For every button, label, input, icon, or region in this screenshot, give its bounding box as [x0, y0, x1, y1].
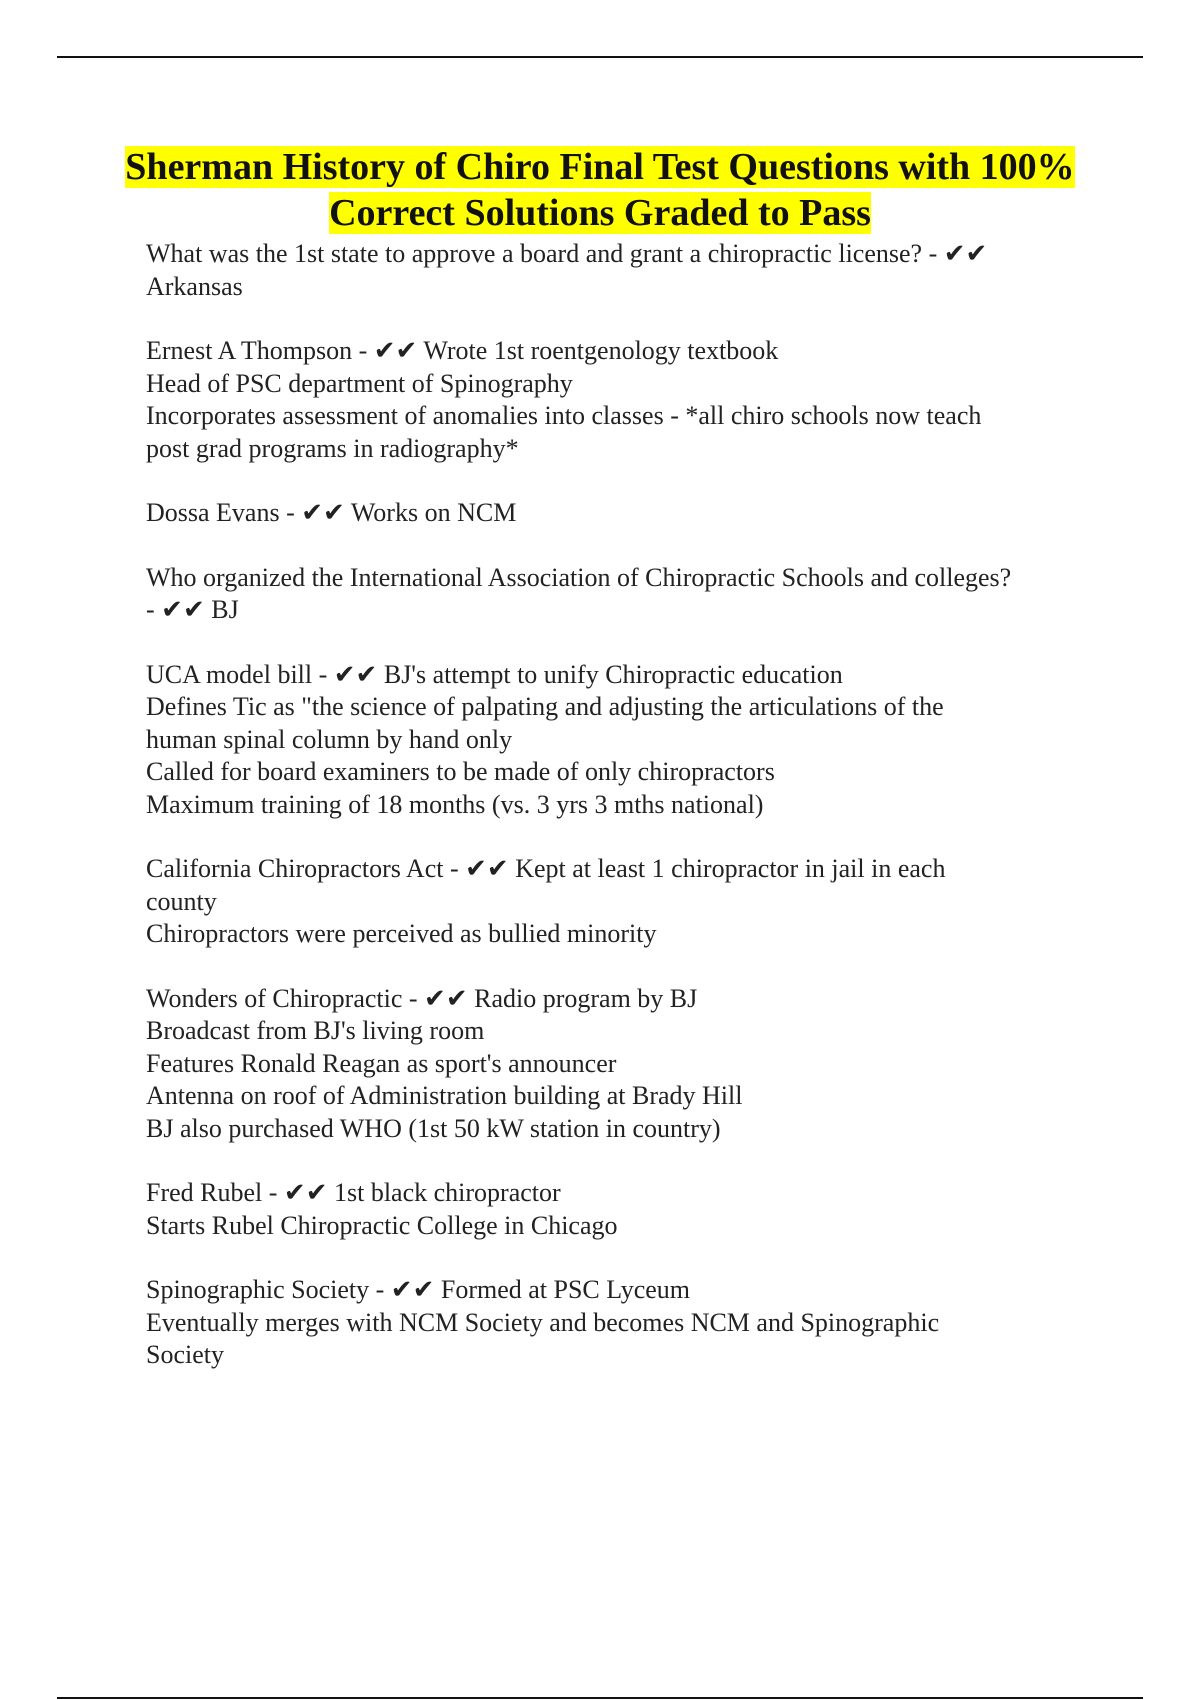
qa-line: Arkansas: [146, 271, 243, 301]
qa-entry: [146, 1274, 1106, 1372]
qa-line: Dossa Evans - ✔✔ Works on NCM: [146, 498, 517, 527]
qa-line: Called for board examiners to be made of only chiropractors: [146, 757, 775, 786]
qa-line: county: [146, 886, 217, 916]
qa-line: Broadcast from BJ's living room: [146, 1016, 485, 1045]
qa-line: Maximum training of 18 months (vs. 3 yrs 3 mths national): [146, 789, 764, 819]
qa-entry: [146, 562, 1106, 627]
qa-line: Features Ronald Reagan as sport's announcer: [146, 1048, 617, 1078]
header-rule: [57, 56, 1143, 58]
qa-line: - ✔✔ BJ: [146, 595, 239, 624]
qa-line: Spinographic Society - ✔✔ Formed at PSC Lyceum: [146, 1275, 691, 1304]
qa-line: Ernest A Thompson - ✔✔ Wrote 1st roentgenology textbook: [146, 336, 779, 365]
qa-line: Defines Tic as "the science of palpating and adjusting the articulations of the: [146, 692, 944, 721]
document-title: Sherman History of Chiro Final Test Questions with 100% Correct Solutions Graded to Pass: [125, 146, 1075, 234]
qa-entry: [146, 1177, 1106, 1242]
qa-line: UCA model bill - ✔✔ BJ's attempt to unify Chiropractic education: [146, 659, 843, 689]
qa-entry: [146, 853, 1106, 951]
qa-entry: [146, 497, 1106, 530]
qa-line: California Chiropractors Act - ✔✔ Kept at least 1 chiropractor in jail in each: [146, 854, 946, 883]
document-title-block: [60, 144, 1140, 236]
footer-rule: [57, 1697, 1143, 1699]
qa-entry: [146, 238, 1106, 303]
qa-line: BJ also purchased WHO (1st 50 kW station in country): [146, 1113, 721, 1143]
qa-line: Who organized the International Association of Chiropractic Schools and colleges?: [146, 562, 1012, 592]
qa-line: Chiropractors were perceived as bullied minority: [146, 919, 657, 948]
qa-line: Eventually merges with NCM Society and becomes NCM and Spinographic: [146, 1307, 940, 1337]
qa-line: Starts Rubel Chiropractic College in Chicago: [146, 1210, 618, 1240]
qa-line: Wonders of Chiropractic - ✔✔ Radio program by BJ: [146, 983, 698, 1013]
qa-line: Head of PSC department of Spinography: [146, 368, 573, 398]
question-list: [146, 238, 1106, 1404]
qa-entry: [146, 335, 1106, 465]
qa-line: post grad programs in radiography*: [146, 433, 519, 463]
qa-entry: [146, 659, 1106, 822]
qa-line: What was the 1st state to approve a board and grant a chiropractic license? - ✔✔: [146, 239, 988, 268]
qa-line: human spinal column by hand only: [146, 724, 513, 754]
qa-line: Antenna on roof of Administration building at Brady Hill: [146, 1081, 743, 1110]
qa-line: Society: [146, 1340, 224, 1369]
qa-entry: [146, 983, 1106, 1146]
qa-line: Fred Rubel - ✔✔ 1st black chiropractor: [146, 1178, 561, 1207]
qa-line: Incorporates assessment of anomalies into classes - *all chiro schools now teach: [146, 401, 982, 430]
